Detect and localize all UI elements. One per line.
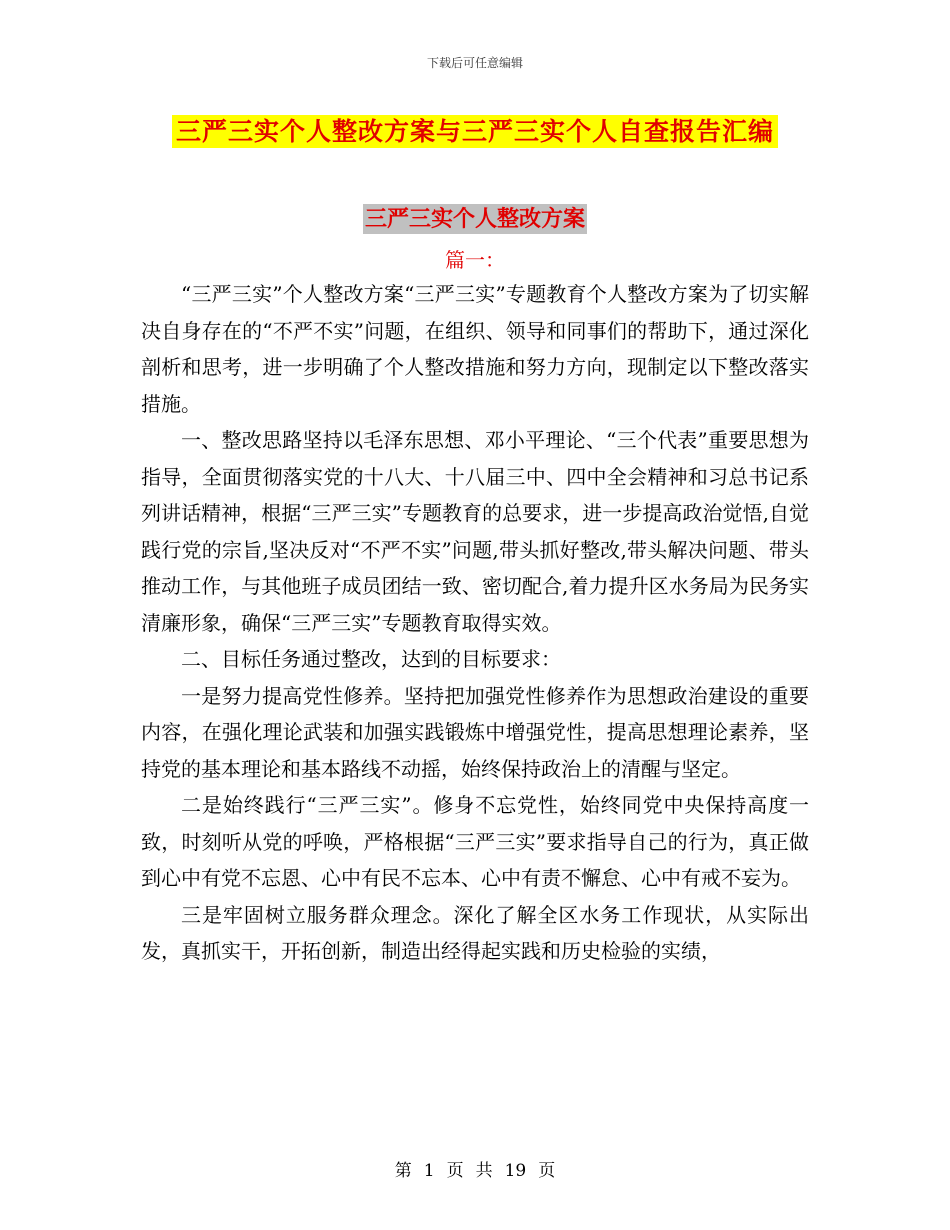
paragraph: 二、目标任务通过整改，达到的目标要求： (181, 647, 561, 671)
paragraph: “三严三实”个人整改方案“三严三实”专题教育个人整改方案为了切实解决自身存在的“不严不实”问题，在组织、领导和同事们的帮助下，通过深化剖析和思考，进一步明确了个人整改措施和努力方向，现制定以下整改落实措施。 (141, 282, 809, 416)
footer-page-prefix: 第 (394, 1161, 412, 1181)
footer-page-suffix: 页 (538, 1161, 556, 1181)
header-note: 下载后可任意编辑 (426, 56, 523, 70)
footer-page-word: 页 (446, 1161, 464, 1181)
document-body (141, 276, 809, 970)
footer-total-pages: 19 (504, 1161, 527, 1181)
paragraph: 一、整改思路坚持以毛泽东思想、邓小平理论、“三个代表”重要思想为指导，全面贯彻落实党的十八大、十八届三中、四中全会精神和习总书记系列讲话精神，根据“三严三实”专题教育的总要求，进一步提高政治觉悟,自觉践行党的宗旨,坚决反对“不严不实”问题,带头抓好整改,带头解决问题、带头推动工作，与其他班子成员团结一致、密切配合,着力提升区水务局为民务实清廉形象，确保“三严三实”专题教育取得实效。 (141, 428, 809, 635)
paragraph: 一是努力提高党性修养。坚持把加强党性修养作为思想政治建设的重要内容，在强化理论武装和加强实践锻炼中增强党性，提高思想理论素养，坚持党的基本理论和基本路线不动摇，始终保持政治上的清醒与坚定。 (141, 683, 809, 781)
paragraph: 二是始终践行“三严三实”。修身不忘党性，始终同党中央保持高度一致，时刻听从党的呼唤，严格根据“三严三实”要求指导自己的行为，真正做到心中有党不忘恩、心中有民不忘本、心中有责不懈怠、心中有戒不妄为。 (141, 793, 809, 890)
document-title (0, 112, 950, 148)
document-title-text: 三严三实个人整改方案与三严三实个人自查报告汇编 (172, 115, 778, 148)
footer-page-number: 1 (423, 1161, 435, 1181)
section-title (0, 202, 950, 233)
page-footer (0, 1156, 950, 1181)
section-title-text: 三严三实个人整改方案 (364, 206, 585, 232)
paragraph: 三是牢固树立服务群众理念。深化了解全区水务工作现状，从实际出发，真抓实干，开拓创新，制造出经得起实践和历史检验的实绩， (141, 902, 809, 963)
part-label: 篇一： (445, 248, 505, 272)
footer-total-word: 共 (475, 1161, 493, 1181)
